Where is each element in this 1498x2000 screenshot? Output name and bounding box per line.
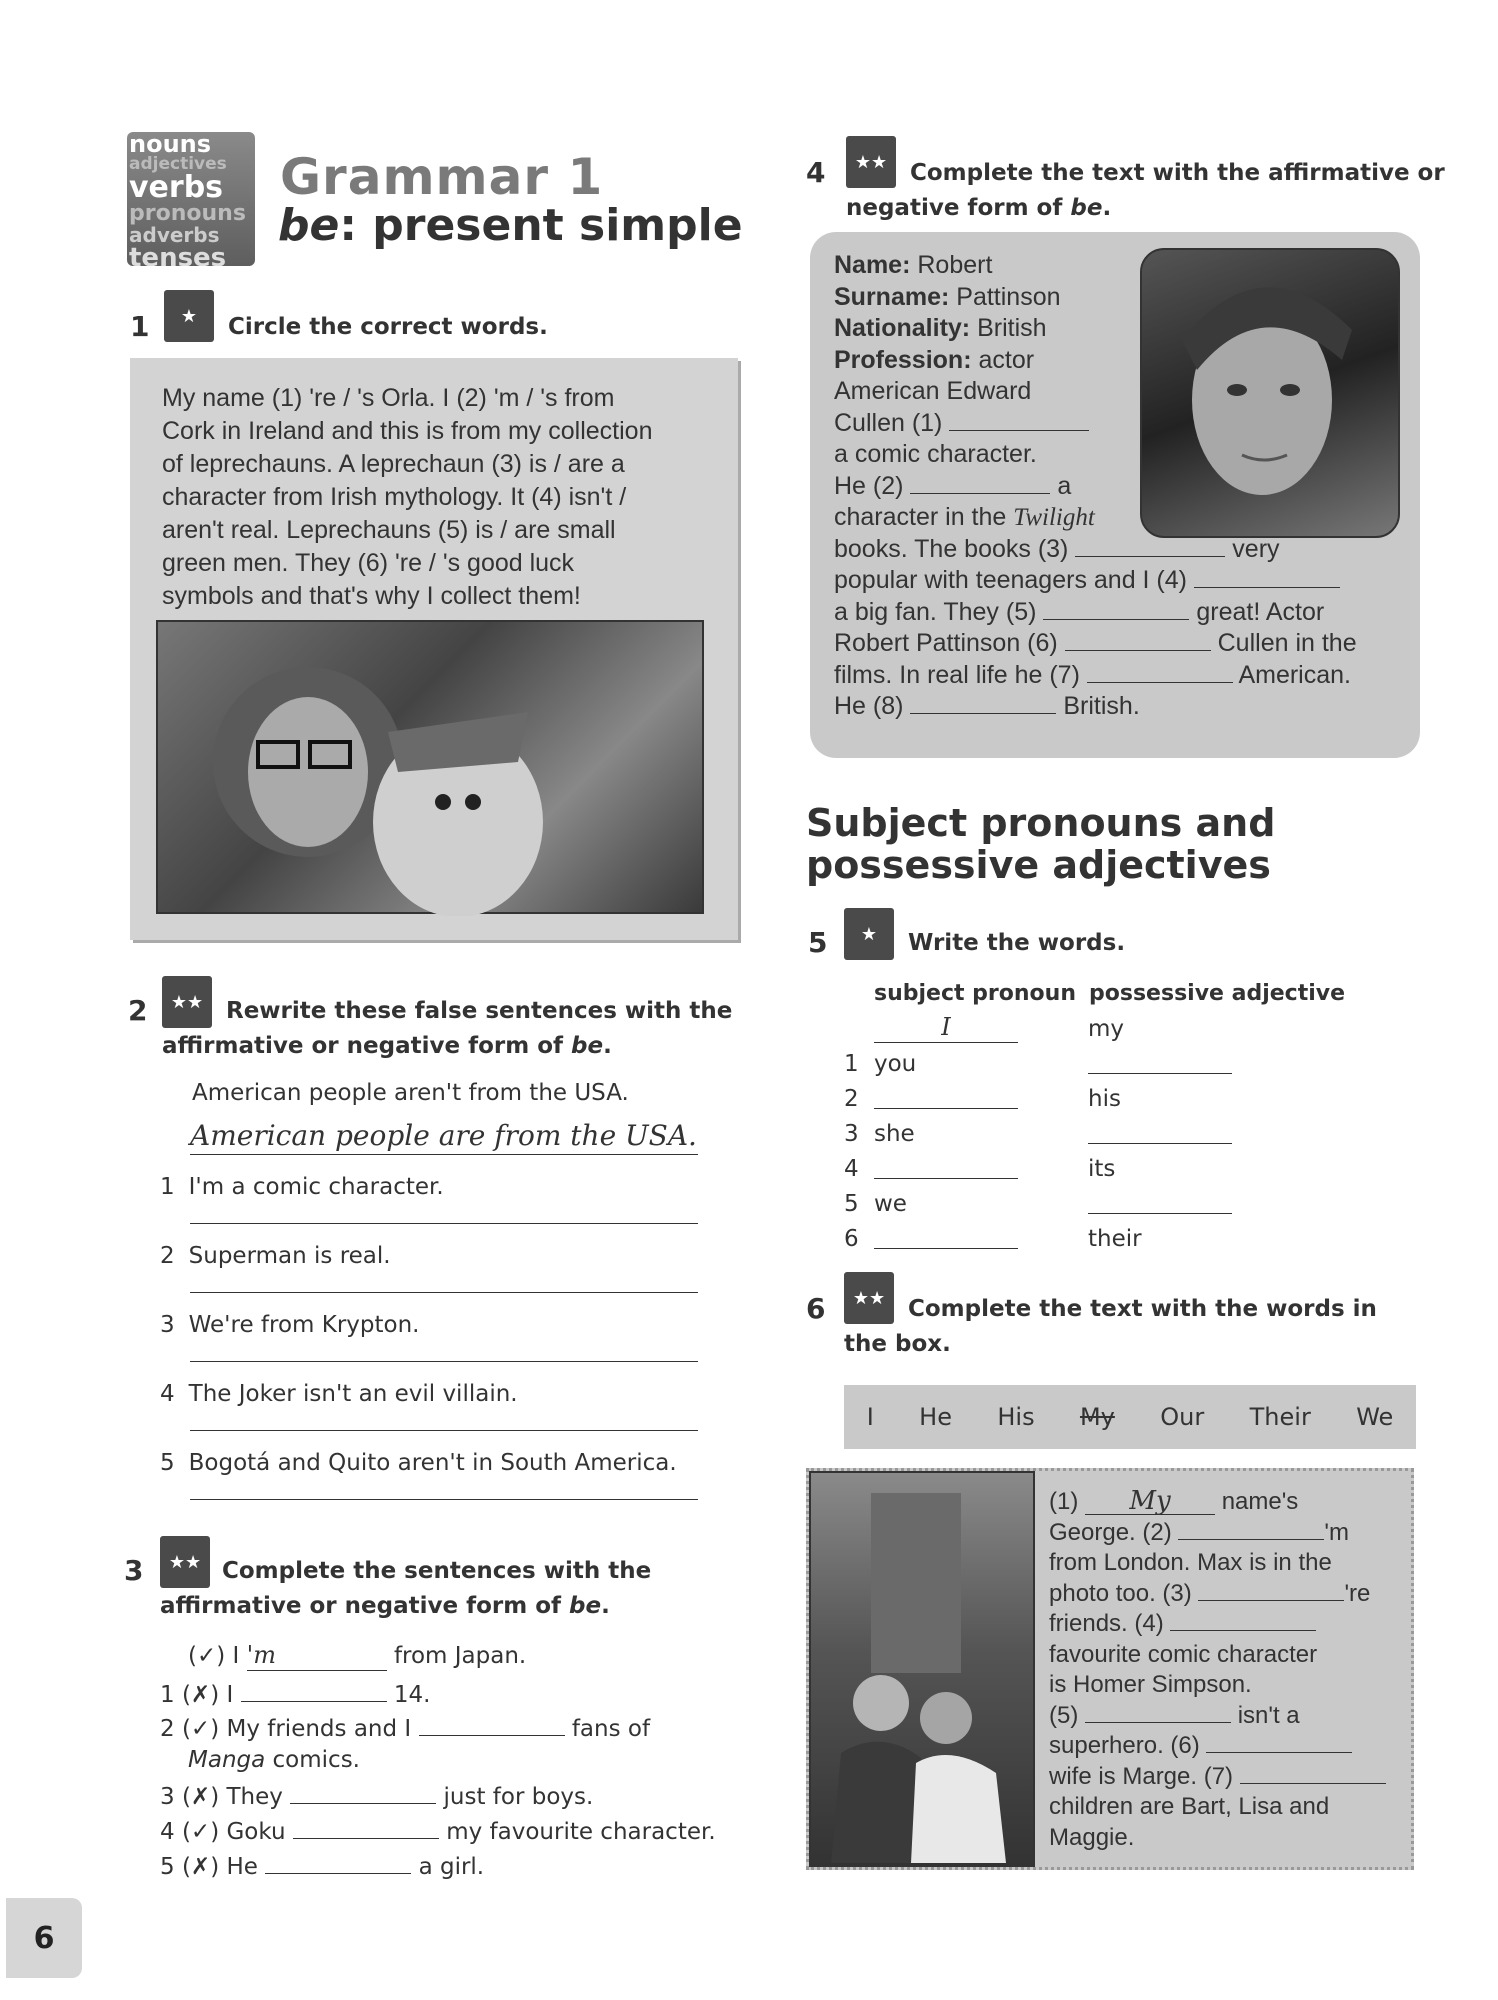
word-chip: I	[866, 1403, 874, 1431]
list-item	[160, 1310, 698, 1379]
text-line	[834, 660, 1414, 692]
logo-word: tenses	[129, 243, 227, 266]
text-part: great! Actor	[1196, 597, 1325, 626]
text-line	[1049, 1701, 1409, 1732]
column-header-pronoun: subject pronoun	[874, 981, 1076, 1006]
star-icon: ★★	[844, 1272, 894, 1324]
item-pre: (✗) He	[181, 1854, 258, 1880]
text-line: American Edward	[834, 377, 1032, 405]
exercise-instruction-cont: affirmative or negative form of be.	[162, 1033, 612, 1059]
word-chip: His	[997, 1403, 1035, 1431]
text-line: My name (1) 're / 's Orla. I (2) 'm / 's from	[162, 384, 615, 412]
answer-blank[interactable]	[1085, 1722, 1231, 1723]
answer-blank[interactable]	[874, 1178, 1018, 1179]
field-label: Nationality:	[834, 314, 971, 342]
item-number: 2	[160, 1243, 175, 1269]
text-part: 'm	[1324, 1518, 1349, 1546]
exercise-number: 5	[808, 926, 828, 959]
exercise-instruction: Complete the sentences with the	[222, 1558, 652, 1584]
photo-girl-with-leprechaun	[156, 620, 704, 914]
item-pre: (✓) Goku	[181, 1819, 286, 1845]
example-adjective: my	[1088, 1016, 1125, 1042]
row-number: 4	[844, 1156, 859, 1182]
exercise-instruction: Rewrite these false sentences with the	[226, 998, 733, 1024]
exercise-instruction: Complete the text with the words in	[908, 1296, 1377, 1322]
list-item	[160, 1448, 698, 1517]
answer-blank[interactable]	[293, 1838, 439, 1839]
text-part: isn't a	[1237, 1701, 1300, 1729]
text-part: 're	[1344, 1579, 1371, 1607]
exercise-number: 4	[806, 156, 826, 189]
row-number: 2	[844, 1086, 859, 1112]
exercise-1-box	[130, 358, 738, 940]
text-line: children are Bart, Lisa and	[1049, 1793, 1330, 1820]
row-number: 5	[844, 1191, 859, 1217]
text-part: very	[1232, 534, 1280, 563]
text-line: aren't real. Leprechauns (5) is / are small	[162, 516, 616, 544]
text-part: wife is Marge. (7)	[1049, 1762, 1234, 1790]
field-value: British	[977, 314, 1047, 342]
table-row	[844, 1012, 1364, 1047]
item-text: Superman is real.	[188, 1243, 391, 1269]
text-part: films. In real life he (7)	[834, 660, 1080, 689]
list-item	[160, 1379, 698, 1448]
table-row	[844, 1152, 1364, 1187]
item-post: my favourite character.	[446, 1819, 716, 1845]
example-end: from Japan.	[393, 1643, 527, 1669]
answer-blank[interactable]	[419, 1735, 565, 1736]
text-line	[1049, 1487, 1409, 1518]
item-post: fans of	[571, 1716, 651, 1742]
field-label: Name:	[834, 251, 911, 279]
text-part: popular with teenagers and I (4)	[834, 566, 1187, 594]
item-text: We're from Krypton.	[188, 1312, 420, 1338]
exercise-instruction: Complete the text with the affirmative or	[910, 160, 1445, 186]
answer-line[interactable]	[190, 1271, 698, 1293]
exercise-instruction: Circle the correct words.	[228, 314, 548, 340]
text-part: Robert Pattinson (6)	[834, 629, 1058, 657]
instruction-text: affirmative or negative form of	[162, 1033, 563, 1059]
text-part: Cullen in the	[1217, 629, 1357, 657]
section-heading-line: possessive adjectives	[806, 843, 1271, 887]
exercise-6-box	[806, 1468, 1414, 1870]
page-number: 6	[6, 1898, 82, 1978]
answer-blank[interactable]	[1075, 556, 1225, 557]
list-item	[160, 1817, 716, 1847]
section-heading	[806, 802, 1275, 886]
answer-blank[interactable]	[1088, 1073, 1232, 1074]
word-chip: He	[919, 1403, 952, 1431]
list-item	[160, 1172, 698, 1241]
field-value: Pattinson	[956, 282, 1061, 311]
text-part: (5)	[1049, 1701, 1079, 1729]
answer-line[interactable]	[190, 1202, 698, 1224]
table-row	[844, 1187, 1364, 1222]
example-mark: (✓) I	[188, 1643, 240, 1669]
answer-blank[interactable]	[1178, 1539, 1324, 1540]
answer-blank[interactable]	[1043, 619, 1189, 620]
text-part: He (8)	[834, 692, 904, 720]
item-post: a girl.	[418, 1854, 485, 1880]
exercise-instruction-cont: the box.	[844, 1331, 951, 1357]
item-text: I'm a comic character.	[188, 1174, 444, 1200]
answer-blank[interactable]	[1206, 1752, 1352, 1753]
item-number: 4	[160, 1819, 175, 1845]
answer-blank[interactable]	[949, 430, 1089, 431]
instruction-text: affirmative or negative form of	[160, 1593, 561, 1619]
field-value: Robert	[917, 251, 993, 279]
answer-line[interactable]	[190, 1340, 698, 1362]
item-number: 4	[160, 1381, 175, 1407]
page-subtitle	[278, 200, 743, 251]
item-pre: (✗) They	[181, 1784, 283, 1810]
exercise-number: 2	[128, 994, 148, 1027]
field-label: Profession:	[834, 345, 972, 374]
item-text: Bogotá and Quito aren't in South America.	[188, 1450, 677, 1476]
logo-word: nouns	[129, 132, 212, 158]
text-line	[834, 597, 1414, 629]
subtitle-be: be	[278, 200, 340, 251]
exercise-4-text	[834, 250, 1414, 723]
text-part: photo too. (3)	[1049, 1579, 1192, 1607]
photo-illustration	[811, 1473, 1033, 1865]
text-line	[834, 502, 1414, 534]
item-text: The Joker isn't an evil villain.	[188, 1381, 518, 1407]
star-icon: ★	[844, 908, 894, 960]
text-line: Cork in Ireland and this is from my collection	[162, 417, 653, 445]
text-part: superhero. (6)	[1049, 1732, 1200, 1759]
text-part: (1)	[1049, 1488, 1079, 1515]
table-row	[844, 1222, 1364, 1257]
exercise-number: 3	[124, 1554, 144, 1587]
answer-line[interactable]	[190, 1409, 698, 1431]
text-part: character in the	[834, 503, 1007, 531]
list-item	[160, 1714, 650, 1744]
list-item	[160, 1241, 698, 1310]
text-line	[834, 628, 1414, 660]
answer-blank[interactable]	[265, 1873, 411, 1874]
profile-field	[834, 250, 1414, 282]
logo-word: verbs	[129, 170, 224, 205]
table-row	[844, 1082, 1364, 1117]
text-line: a comic character.	[834, 440, 1037, 468]
answer-blank[interactable]	[910, 713, 1056, 714]
star-icon: ★	[164, 290, 214, 342]
twilight-word: Twilight	[1013, 504, 1095, 531]
text-line	[1049, 1609, 1409, 1640]
exercise-number: 6	[806, 1292, 826, 1325]
adjective: his	[1088, 1086, 1121, 1112]
logo-word: adverbs	[129, 223, 220, 247]
answer-blank[interactable]	[1088, 1213, 1232, 1214]
text-line: favourite comic character	[1049, 1640, 1318, 1668]
answer-blank[interactable]	[241, 1701, 387, 1702]
text-line: Maggie.	[1049, 1823, 1135, 1851]
logo-word: adjectives	[129, 154, 227, 174]
text-line	[834, 691, 1414, 723]
text-line	[1049, 1518, 1409, 1549]
item-number: 3	[160, 1312, 175, 1338]
adjective: its	[1088, 1156, 1116, 1182]
exercise-instruction-cont: affirmative or negative form of be.	[160, 1593, 610, 1619]
row-number: 3	[844, 1121, 859, 1147]
text-part: He (2)	[834, 471, 904, 500]
example-item	[188, 1640, 526, 1671]
column-header-adjective: possessive adjective	[1089, 981, 1346, 1006]
list-item	[160, 1782, 593, 1812]
example-answer: American people are from the USA.	[190, 1118, 698, 1155]
text-part: American.	[1238, 660, 1351, 689]
example-answer: My	[1085, 1488, 1215, 1515]
answer-blank[interactable]	[1240, 1783, 1386, 1784]
field-label: Surname:	[834, 282, 950, 311]
table-row	[844, 1117, 1364, 1152]
text-part: friends. (4)	[1049, 1610, 1164, 1637]
item-number: 5	[160, 1450, 175, 1476]
table-row	[844, 1047, 1364, 1082]
pronoun: she	[874, 1121, 915, 1147]
star-icon: ★★	[162, 976, 212, 1028]
answer-line[interactable]	[190, 1478, 698, 1500]
item-number: 3	[160, 1784, 175, 1810]
answer-blank[interactable]	[290, 1803, 436, 1804]
ex2-items	[160, 1172, 698, 1517]
example-answer: 'm	[247, 1640, 387, 1671]
answer-blank[interactable]	[1088, 1143, 1232, 1144]
list-item-cont	[188, 1745, 360, 1775]
item-number: 2	[160, 1716, 175, 1742]
list-item	[160, 1852, 484, 1882]
grammar-logo	[127, 132, 255, 266]
item-number: 1	[160, 1174, 175, 1200]
answer-blank[interactable]	[1170, 1630, 1316, 1631]
text-line: is Homer Simpson.	[1049, 1671, 1252, 1698]
exercise-number: 1	[130, 310, 150, 343]
text-line: from London. Max is in the	[1049, 1549, 1332, 1576]
pronoun: you	[874, 1051, 917, 1077]
profile-field	[834, 313, 1414, 345]
word-chip: Our	[1160, 1403, 1205, 1431]
text-part: a	[1057, 471, 1072, 500]
text-part: Cullen (1)	[834, 408, 943, 437]
text-line: symbols and that's why I collect them!	[162, 582, 581, 610]
section-heading-line: Subject pronouns and	[806, 801, 1276, 845]
pronoun: we	[874, 1191, 907, 1217]
answer-blank[interactable]	[1065, 650, 1211, 651]
item-cont: comics.	[272, 1747, 360, 1773]
item-number: 1	[160, 1682, 175, 1708]
exercise-instruction-cont: negative form of be.	[846, 195, 1112, 221]
adjective: their	[1088, 1226, 1142, 1252]
text-part: a big fan. They (5)	[834, 597, 1037, 626]
word-chip: We	[1356, 1403, 1394, 1431]
text-line	[1049, 1762, 1409, 1793]
item-pre: (✗) I	[181, 1682, 234, 1708]
text-part: British.	[1063, 692, 1140, 720]
answer-blank[interactable]	[1087, 682, 1233, 683]
field-value: actor	[978, 345, 1035, 374]
manga-word: Manga	[188, 1747, 266, 1773]
text-part: books. The books (3)	[834, 534, 1069, 563]
example-sentence: American people aren't from the USA.	[192, 1080, 629, 1106]
text-line: of leprechauns. A leprechaun (3) is / are a	[162, 450, 625, 478]
list-item	[160, 1680, 430, 1710]
answer-blank[interactable]	[874, 1108, 1018, 1109]
star-icon: ★★	[846, 136, 896, 188]
profile-field	[834, 345, 1414, 377]
text-line	[834, 534, 1414, 566]
answer-blank[interactable]	[910, 493, 1050, 494]
exercise-1-text	[162, 382, 722, 613]
text-line	[834, 471, 1414, 503]
photo-two-boys	[809, 1471, 1035, 1867]
subtitle-rest: : present simple	[339, 200, 743, 251]
item-number: 5	[160, 1854, 175, 1880]
logo-word: pronouns	[129, 201, 246, 226]
text-line	[834, 408, 1414, 440]
word-box	[844, 1385, 1416, 1449]
word-chip-used: My	[1079, 1403, 1115, 1431]
text-part: George. (2)	[1049, 1518, 1172, 1546]
exercise-instruction: Write the words.	[908, 930, 1126, 956]
item-post: just for boys.	[443, 1784, 594, 1810]
ex5-table	[844, 1012, 1364, 1257]
instruction-text: negative form of	[846, 195, 1063, 221]
answer-blank[interactable]	[1198, 1600, 1344, 1601]
example-pronoun: I	[874, 1012, 1018, 1043]
text-line	[834, 565, 1414, 597]
exercise-4-box	[810, 232, 1420, 758]
photo-illustration	[158, 622, 706, 916]
instruction-be: be	[571, 1033, 604, 1059]
row-number: 6	[844, 1226, 859, 1252]
instruction-be: be	[1070, 195, 1103, 221]
text-line: green men. They (6) 're / 's good luck	[162, 549, 575, 577]
text-line	[1049, 1579, 1409, 1610]
answer-blank[interactable]	[874, 1248, 1018, 1249]
answer-blank[interactable]	[1194, 587, 1340, 588]
text-part: name's	[1221, 1488, 1299, 1515]
word-chip: Their	[1249, 1403, 1311, 1431]
row-number: 1	[844, 1051, 859, 1077]
text-line	[1049, 1731, 1409, 1762]
star-icon: ★★	[160, 1536, 210, 1588]
text-line: character from Irish mythology. It (4) isn't /	[162, 483, 627, 511]
instruction-be: be	[569, 1593, 602, 1619]
item-pre: (✓) My friends and I	[181, 1716, 412, 1742]
exercise-6-text	[1049, 1487, 1409, 1853]
item-post: 14.	[393, 1682, 431, 1708]
page-title: Grammar 1	[280, 148, 604, 206]
profile-field	[834, 282, 1414, 314]
